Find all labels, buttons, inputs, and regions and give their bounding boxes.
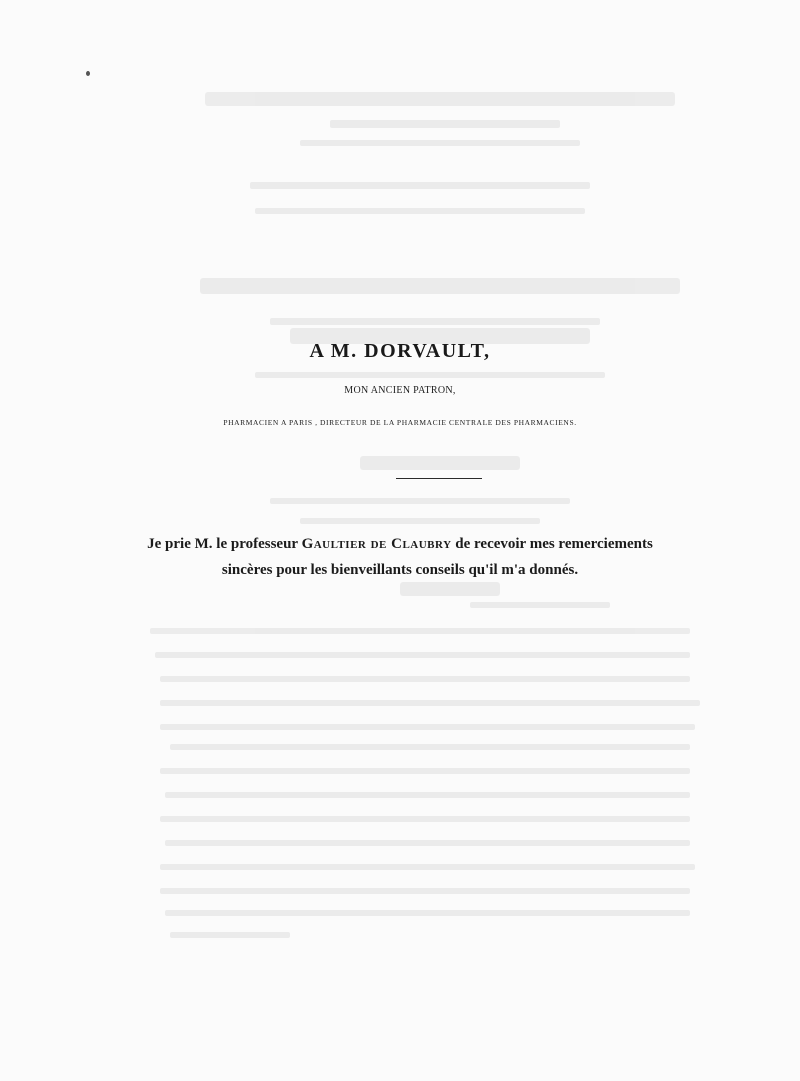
dedication-title: A M. DORVAULT, [309, 340, 491, 362]
thanks-line-1 [0, 536, 800, 553]
thanks-line-1-start: Je prie M. le professeur [147, 536, 302, 552]
divider-rule [396, 478, 482, 479]
thanks-line-2: sincères pour les bienveillants conseils qu'il m'a donnés. [221, 562, 579, 578]
professor-name: Gaultier de Claubry [301, 536, 452, 552]
dedication-subtitle: MON ANCIEN PATRON, [344, 385, 456, 396]
thanks-line-1-end: de recevoir mes remerciements [451, 536, 653, 552]
dedication-detail: PHARMACIEN A PARIS , DIRECTEUR DE LA PHARMACIE CENTRALE DES PHARMACIENS. [223, 418, 577, 427]
ink-speck [86, 71, 90, 76]
